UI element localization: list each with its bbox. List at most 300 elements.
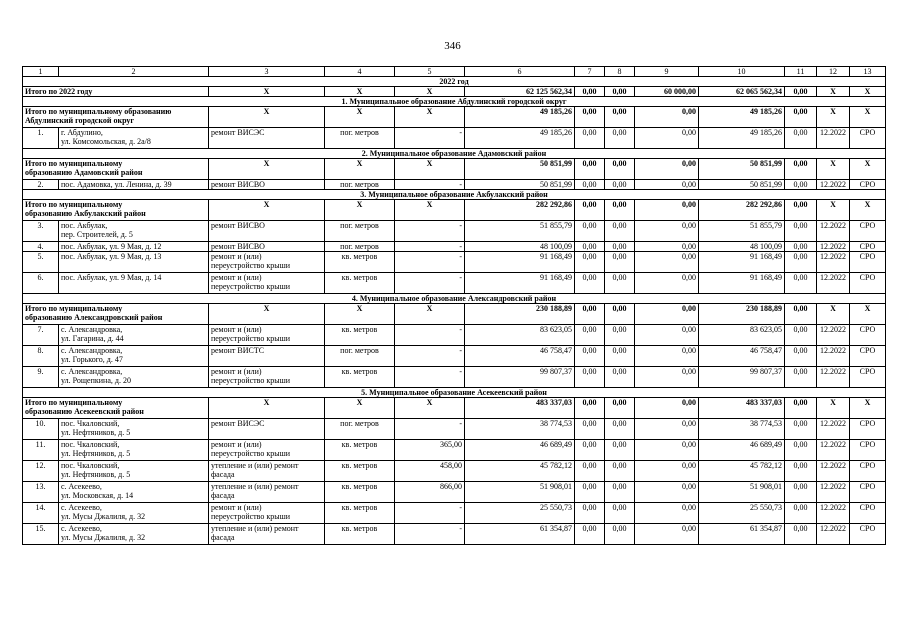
table-row bbox=[23, 180, 886, 190]
cell: 0,00 bbox=[575, 440, 605, 461]
table-row bbox=[23, 346, 886, 367]
cell: 48 100,09 bbox=[465, 242, 575, 252]
column-number: 4 bbox=[325, 67, 395, 77]
cell: 0,00 bbox=[635, 180, 699, 190]
row-number: 3. bbox=[23, 221, 59, 242]
table-row bbox=[23, 252, 886, 273]
cell: Х bbox=[395, 87, 465, 97]
year-total-label: Итого по 2022 году bbox=[23, 87, 209, 97]
section-title: 5. Муниципальное образование Асекеевский район bbox=[23, 388, 886, 398]
cell: 0,00 bbox=[785, 346, 817, 367]
cell: 0,00 bbox=[635, 128, 699, 149]
cell: 0,00 bbox=[785, 200, 817, 221]
cell: Х bbox=[850, 200, 886, 221]
unit: пог. метров bbox=[325, 180, 395, 190]
cell: Х bbox=[209, 159, 325, 180]
cell: 0,00 bbox=[785, 159, 817, 180]
work-type: ремонт и (или) переустройство крыши bbox=[209, 367, 325, 388]
cell: 38 774,53 bbox=[699, 419, 785, 440]
cell: СРО bbox=[850, 440, 886, 461]
section-title: 2. Муниципальное образование Адамовский район bbox=[23, 149, 886, 159]
cell: 0,00 bbox=[635, 107, 699, 128]
address: пос. Чкаловский, ул. Нефтяников, д. 5 bbox=[59, 419, 209, 440]
cell: Х bbox=[209, 200, 325, 221]
cell: 12.2022 bbox=[817, 180, 850, 190]
cell: 0,00 bbox=[635, 461, 699, 482]
cell: 0,00 bbox=[605, 252, 635, 273]
cell: 12.2022 bbox=[817, 524, 850, 545]
quantity: - bbox=[395, 524, 465, 545]
cell: 0,00 bbox=[605, 346, 635, 367]
cell: 483 337,03 bbox=[465, 398, 575, 419]
cell: СРО bbox=[850, 524, 886, 545]
cell: 0,00 bbox=[605, 304, 635, 325]
work-type: ремонт ВИСВО bbox=[209, 180, 325, 190]
work-type: ремонт и (или) переустройство крыши bbox=[209, 273, 325, 294]
table-row bbox=[23, 242, 886, 252]
cell: СРО bbox=[850, 252, 886, 273]
cell: 0,00 bbox=[575, 87, 605, 97]
cell: 0,00 bbox=[605, 221, 635, 242]
cell: 0,00 bbox=[575, 273, 605, 294]
cell: 12.2022 bbox=[817, 367, 850, 388]
cell: Х bbox=[325, 304, 395, 325]
cell: 0,00 bbox=[575, 325, 605, 346]
cell: 0,00 bbox=[785, 273, 817, 294]
cell: Х bbox=[325, 398, 395, 419]
cell: Х bbox=[395, 159, 465, 180]
cell: 91 168,49 bbox=[465, 252, 575, 273]
capital-repair-table bbox=[22, 66, 886, 545]
cell: СРО bbox=[850, 128, 886, 149]
cell: Х bbox=[817, 398, 850, 419]
work-type: ремонт ВИСВО bbox=[209, 221, 325, 242]
unit: пог. метров bbox=[325, 419, 395, 440]
cell: 0,00 bbox=[785, 242, 817, 252]
address: пос. Акбулак, пер. Строителей, д. 5 bbox=[59, 221, 209, 242]
cell: 0,00 bbox=[605, 273, 635, 294]
row-number: 9. bbox=[23, 367, 59, 388]
quantity: - bbox=[395, 221, 465, 242]
cell: Х bbox=[850, 304, 886, 325]
section-title-row bbox=[23, 190, 886, 200]
cell: СРО bbox=[850, 419, 886, 440]
cell: Х bbox=[395, 200, 465, 221]
table-row bbox=[23, 419, 886, 440]
cell: 50 851,99 bbox=[699, 159, 785, 180]
address: пос. Акбулак, ул. 9 Мая, д. 14 bbox=[59, 273, 209, 294]
cell: 282 292,86 bbox=[699, 200, 785, 221]
cell: 0,00 bbox=[635, 367, 699, 388]
unit: кв. метров bbox=[325, 325, 395, 346]
cell: 0,00 bbox=[635, 273, 699, 294]
cell: 0,00 bbox=[605, 440, 635, 461]
row-number: 5. bbox=[23, 252, 59, 273]
unit: пог. метров bbox=[325, 242, 395, 252]
cell: 0,00 bbox=[605, 419, 635, 440]
cell: 0,00 bbox=[785, 325, 817, 346]
cell: 0,00 bbox=[605, 367, 635, 388]
cell: 46 689,49 bbox=[465, 440, 575, 461]
work-type: утепление и (или) ремонт фасада bbox=[209, 482, 325, 503]
cell: СРО bbox=[850, 273, 886, 294]
work-type: ремонт и (или) переустройство крыши bbox=[209, 252, 325, 273]
cell: Х bbox=[850, 87, 886, 97]
quantity: - bbox=[395, 180, 465, 190]
unit: кв. метров bbox=[325, 367, 395, 388]
year-total-row bbox=[23, 87, 886, 97]
cell: Х bbox=[850, 398, 886, 419]
cell: 0,00 bbox=[605, 180, 635, 190]
quantity: - bbox=[395, 128, 465, 149]
row-number: 10. bbox=[23, 419, 59, 440]
section-total-label: Итого по муниципальному образованию Абдулинский городской округ bbox=[23, 107, 209, 128]
cell: 99 807,37 bbox=[699, 367, 785, 388]
column-number: 8 bbox=[605, 67, 635, 77]
unit: пог. метров bbox=[325, 128, 395, 149]
cell: 0,00 bbox=[575, 503, 605, 524]
cell: 0,00 bbox=[575, 221, 605, 242]
cell: 0,00 bbox=[785, 221, 817, 242]
unit: кв. метров bbox=[325, 440, 395, 461]
work-type: ремонт ВИСЭС bbox=[209, 419, 325, 440]
cell: 91 168,49 bbox=[699, 252, 785, 273]
cell: 0,00 bbox=[635, 346, 699, 367]
cell: 12.2022 bbox=[817, 273, 850, 294]
table-row bbox=[23, 440, 886, 461]
cell: 0,00 bbox=[785, 87, 817, 97]
cell: Х bbox=[817, 304, 850, 325]
cell: 38 774,53 bbox=[465, 419, 575, 440]
row-number: 8. bbox=[23, 346, 59, 367]
cell: 0,00 bbox=[575, 180, 605, 190]
work-type: ремонт ВИСЭС bbox=[209, 128, 325, 149]
cell: 0,00 bbox=[605, 482, 635, 503]
address: пос. Чкаловский, ул. Нефтяников, д. 5 bbox=[59, 461, 209, 482]
cell: 0,00 bbox=[635, 398, 699, 419]
work-type: утепление и (или) ремонт фасада bbox=[209, 461, 325, 482]
column-number-row bbox=[23, 67, 886, 77]
cell: 0,00 bbox=[575, 242, 605, 252]
cell: 0,00 bbox=[575, 107, 605, 128]
address: г. Абдулино, ул. Комсомольская, д. 2а/8 bbox=[59, 128, 209, 149]
cell: 51 908,01 bbox=[699, 482, 785, 503]
cell: Х bbox=[325, 107, 395, 128]
row-number: 6. bbox=[23, 273, 59, 294]
section-total-label: Итого по муниципальному образованию Александровский район bbox=[23, 304, 209, 325]
section-total-row bbox=[23, 159, 886, 180]
cell: 0,00 bbox=[605, 398, 635, 419]
cell: 91 168,49 bbox=[465, 273, 575, 294]
cell: 0,00 bbox=[575, 398, 605, 419]
cell: 12.2022 bbox=[817, 461, 850, 482]
work-type: ремонт и (или) переустройство крыши bbox=[209, 503, 325, 524]
work-type: ремонт и (или) переустройство крыши bbox=[209, 440, 325, 461]
cell: 0,00 bbox=[785, 128, 817, 149]
cell: 12.2022 bbox=[817, 503, 850, 524]
row-number: 14. bbox=[23, 503, 59, 524]
row-number: 4. bbox=[23, 242, 59, 252]
section-total-row bbox=[23, 304, 886, 325]
column-number: 3 bbox=[209, 67, 325, 77]
cell: 0,00 bbox=[635, 221, 699, 242]
quantity: - bbox=[395, 242, 465, 252]
quantity: - bbox=[395, 367, 465, 388]
cell: 12.2022 bbox=[817, 440, 850, 461]
quantity: - bbox=[395, 503, 465, 524]
cell: 0,00 bbox=[605, 524, 635, 545]
section-total-label: Итого по муниципальному образованию Адамовский район bbox=[23, 159, 209, 180]
cell: 0,00 bbox=[605, 200, 635, 221]
quantity: - bbox=[395, 325, 465, 346]
table-row bbox=[23, 325, 886, 346]
cell: 0,00 bbox=[575, 346, 605, 367]
cell: 49 185,26 bbox=[465, 107, 575, 128]
cell: 230 188,89 bbox=[699, 304, 785, 325]
cell: СРО bbox=[850, 325, 886, 346]
quantity: - bbox=[395, 419, 465, 440]
cell: 0,00 bbox=[635, 304, 699, 325]
year-label: 2022 год bbox=[23, 77, 886, 87]
cell: 0,00 bbox=[785, 180, 817, 190]
address: с. Асекеево, ул. Мусы Джалиля, д. 32 bbox=[59, 503, 209, 524]
cell: 83 623,05 bbox=[699, 325, 785, 346]
cell: 50 851,99 bbox=[465, 159, 575, 180]
cell: 0,00 bbox=[605, 461, 635, 482]
table-row bbox=[23, 221, 886, 242]
section-title-row bbox=[23, 97, 886, 107]
cell: 0,00 bbox=[785, 304, 817, 325]
cell: 0,00 bbox=[635, 242, 699, 252]
cell: Х bbox=[817, 87, 850, 97]
unit: кв. метров bbox=[325, 252, 395, 273]
cell: 62 065 562,34 bbox=[699, 87, 785, 97]
cell: СРО bbox=[850, 367, 886, 388]
cell: 0,00 bbox=[605, 503, 635, 524]
cell: Х bbox=[325, 200, 395, 221]
address: пос. Чкаловский, ул. Нефтяников, д. 5 bbox=[59, 440, 209, 461]
cell: 45 782,12 bbox=[699, 461, 785, 482]
cell: 0,00 bbox=[575, 304, 605, 325]
cell: 0,00 bbox=[785, 503, 817, 524]
year-row bbox=[23, 77, 886, 87]
cell: 12.2022 bbox=[817, 325, 850, 346]
cell: 0,00 bbox=[575, 524, 605, 545]
cell: 0,00 bbox=[575, 252, 605, 273]
quantity: - bbox=[395, 273, 465, 294]
unit: кв. метров bbox=[325, 461, 395, 482]
column-number: 5 bbox=[395, 67, 465, 77]
cell: 0,00 bbox=[605, 159, 635, 180]
cell: 50 851,99 bbox=[699, 180, 785, 190]
cell: СРО bbox=[850, 503, 886, 524]
section-total-row bbox=[23, 107, 886, 128]
column-number: 12 bbox=[817, 67, 850, 77]
row-number: 11. bbox=[23, 440, 59, 461]
column-number: 1 bbox=[23, 67, 59, 77]
section-title: 1. Муниципальное образование Абдулинский городской округ bbox=[23, 97, 886, 107]
cell: 0,00 bbox=[785, 461, 817, 482]
cell: 0,00 bbox=[575, 482, 605, 503]
cell: 60 000,00 bbox=[635, 87, 699, 97]
cell: 25 550,73 bbox=[699, 503, 785, 524]
cell: 0,00 bbox=[785, 398, 817, 419]
cell: 0,00 bbox=[575, 461, 605, 482]
cell: 0,00 bbox=[605, 325, 635, 346]
table-row bbox=[23, 482, 886, 503]
address: с. Асекеево, ул. Московская, д. 14 bbox=[59, 482, 209, 503]
cell: 0,00 bbox=[785, 524, 817, 545]
cell: 83 623,05 bbox=[465, 325, 575, 346]
cell: 12.2022 bbox=[817, 128, 850, 149]
column-number: 6 bbox=[465, 67, 575, 77]
address: пос. Акбулак, ул. 9 Мая, д. 12 bbox=[59, 242, 209, 252]
cell: 49 185,26 bbox=[699, 128, 785, 149]
table-row bbox=[23, 367, 886, 388]
cell: 91 168,49 bbox=[699, 273, 785, 294]
cell: 12.2022 bbox=[817, 252, 850, 273]
cell: 12.2022 bbox=[817, 242, 850, 252]
address: с. Александровка, ул. Горького, д. 47 bbox=[59, 346, 209, 367]
cell: 61 354,87 bbox=[465, 524, 575, 545]
cell: СРО bbox=[850, 461, 886, 482]
cell: 0,00 bbox=[785, 107, 817, 128]
section-title-row bbox=[23, 294, 886, 304]
cell: 12.2022 bbox=[817, 482, 850, 503]
cell: 0,00 bbox=[635, 325, 699, 346]
cell: 0,00 bbox=[785, 482, 817, 503]
cell: 48 100,09 bbox=[699, 242, 785, 252]
cell: 49 185,26 bbox=[699, 107, 785, 128]
section-total-label: Итого по муниципальному образованию Асекеевский район bbox=[23, 398, 209, 419]
cell: 50 851,99 bbox=[465, 180, 575, 190]
cell: 12.2022 bbox=[817, 221, 850, 242]
section-title: 4. Муниципальное образование Александровский район bbox=[23, 294, 886, 304]
cell: 12.2022 bbox=[817, 346, 850, 367]
cell: 0,00 bbox=[785, 419, 817, 440]
address: с. Александровка, ул. Гагарина, д. 44 bbox=[59, 325, 209, 346]
cell: Х bbox=[395, 107, 465, 128]
cell: Х bbox=[850, 159, 886, 180]
cell: 0,00 bbox=[635, 440, 699, 461]
cell: 0,00 bbox=[605, 242, 635, 252]
table-row bbox=[23, 461, 886, 482]
address: пос. Адамовка, ул. Ленина, д. 39 bbox=[59, 180, 209, 190]
cell: 0,00 bbox=[635, 503, 699, 524]
column-number: 10 bbox=[699, 67, 785, 77]
cell: 51 855,79 bbox=[465, 221, 575, 242]
cell: 0,00 bbox=[575, 419, 605, 440]
cell: СРО bbox=[850, 482, 886, 503]
address: с. Асекеево, ул. Мусы Джалиля, д. 32 bbox=[59, 524, 209, 545]
cell: 0,00 bbox=[575, 159, 605, 180]
row-number: 7. bbox=[23, 325, 59, 346]
unit: кв. метров bbox=[325, 482, 395, 503]
cell: 99 807,37 bbox=[465, 367, 575, 388]
row-number: 1. bbox=[23, 128, 59, 149]
cell: 51 855,79 bbox=[699, 221, 785, 242]
unit: кв. метров bbox=[325, 503, 395, 524]
cell: СРО bbox=[850, 242, 886, 252]
quantity: 866,00 bbox=[395, 482, 465, 503]
table-row bbox=[23, 503, 886, 524]
work-type: утепление и (или) ремонт фасада bbox=[209, 524, 325, 545]
cell: 49 185,26 bbox=[465, 128, 575, 149]
unit: кв. метров bbox=[325, 524, 395, 545]
cell: 0,00 bbox=[575, 128, 605, 149]
cell: Х bbox=[209, 87, 325, 97]
cell: Х bbox=[817, 159, 850, 180]
cell: 0,00 bbox=[635, 524, 699, 545]
row-number: 2. bbox=[23, 180, 59, 190]
cell: 0,00 bbox=[635, 159, 699, 180]
cell: 483 337,03 bbox=[699, 398, 785, 419]
cell: Х bbox=[395, 398, 465, 419]
cell: 0,00 bbox=[785, 440, 817, 461]
row-number: 15. bbox=[23, 524, 59, 545]
cell: 46 689,49 bbox=[699, 440, 785, 461]
cell: 0,00 bbox=[605, 128, 635, 149]
work-type: ремонт и (или) переустройство крыши bbox=[209, 325, 325, 346]
cell: Х bbox=[209, 304, 325, 325]
cell: 0,00 bbox=[635, 252, 699, 273]
section-title-row bbox=[23, 149, 886, 159]
cell: СРО bbox=[850, 221, 886, 242]
cell: 0,00 bbox=[785, 367, 817, 388]
cell: СРО bbox=[850, 180, 886, 190]
quantity: - bbox=[395, 252, 465, 273]
cell: 0,00 bbox=[635, 200, 699, 221]
cell: 230 188,89 bbox=[465, 304, 575, 325]
cell: 0,00 bbox=[635, 482, 699, 503]
cell: 46 758,47 bbox=[699, 346, 785, 367]
cell: 12.2022 bbox=[817, 419, 850, 440]
cell: Х bbox=[817, 107, 850, 128]
address: пос. Акбулак, ул. 9 Мая, д. 13 bbox=[59, 252, 209, 273]
cell: Х bbox=[817, 200, 850, 221]
section-total-row bbox=[23, 398, 886, 419]
section-total-row bbox=[23, 200, 886, 221]
cell: 0,00 bbox=[575, 367, 605, 388]
column-number: 9 bbox=[635, 67, 699, 77]
cell: Х bbox=[209, 107, 325, 128]
column-number: 2 bbox=[59, 67, 209, 77]
cell: СРО bbox=[850, 346, 886, 367]
cell: Х bbox=[850, 107, 886, 128]
column-number: 7 bbox=[575, 67, 605, 77]
cell: 0,00 bbox=[605, 107, 635, 128]
cell: 282 292,86 bbox=[465, 200, 575, 221]
unit: кв. метров bbox=[325, 273, 395, 294]
table-row bbox=[23, 128, 886, 149]
table-row bbox=[23, 273, 886, 294]
cell: Х bbox=[209, 398, 325, 419]
cell: 46 758,47 bbox=[465, 346, 575, 367]
row-number: 13. bbox=[23, 482, 59, 503]
cell: Х bbox=[325, 159, 395, 180]
table-body bbox=[23, 67, 886, 545]
cell: 0,00 bbox=[785, 252, 817, 273]
cell: 0,00 bbox=[635, 419, 699, 440]
cell: 25 550,73 bbox=[465, 503, 575, 524]
cell: Х bbox=[325, 87, 395, 97]
column-number: 13 bbox=[850, 67, 886, 77]
cell: 62 125 562,34 bbox=[465, 87, 575, 97]
section-title-row bbox=[23, 388, 886, 398]
section-title: 3. Муниципальное образование Акбулакский район bbox=[23, 190, 886, 200]
work-type: ремонт ВИСВО bbox=[209, 242, 325, 252]
cell: 0,00 bbox=[575, 200, 605, 221]
